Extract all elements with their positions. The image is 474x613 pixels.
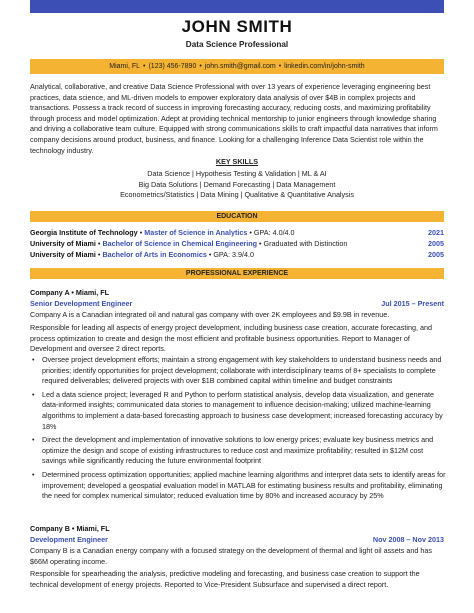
job-position: Senior Development Engineer	[30, 299, 133, 308]
professional-summary: Analytical, collaborative, and creative Data Science Professional with over 13 years of experience leveraging engineering best practices, data science, and ML-driven models to empower exploratory data analysis of over $4B in complex projects and transactions. Possess a track record of success in improving forecasting accuracy, reducing costs, and maximizing profitability through process and model optimization. Adept at providing technical mentorship to junior engineers through knowledge sharing and driving a collaborative team culture. Equipped with strong communications skills to craft impactful data narratives that inform company decisions around product, business, and finance. Looking for a challenging Inference Data Scientist role within the technology industry.	[30, 82, 438, 155]
education-heading: EDUCATION	[30, 211, 444, 222]
education-extra: • Graduated with Distinction	[259, 239, 348, 248]
education-year: 2005	[428, 239, 444, 248]
contact-separator: •	[143, 63, 146, 70]
achievement-item: • Direct the development and implementation of innovative solutions to low energy prices; evaluate key business metrics and optimize the design and scope of existing infrastructures to reduce cost and maximize profitability; resulted in $12M cost savings while significantly reducing the future environmental footprint	[30, 435, 446, 467]
education-degree: Bachelor of Arts in Economics	[102, 250, 207, 259]
contact-phone: (123) 456-7890	[148, 63, 197, 70]
job-title-line	[30, 299, 444, 308]
contact-location: Miami, FL	[109, 63, 141, 70]
contact-linkedin[interactable]: linkedin.com/in/john-smith	[284, 63, 365, 70]
skills-line: Econometrics/Statistics | Data Mining | Qualitative & Quantitative Analysis	[120, 190, 354, 200]
achievement-item: • Oversee project development efforts; maintain a strong engagement with key stakeholders to understand business needs and priorities; identify opportunities for project development; collaborate with interdisciplinary teams of 8+ specialists to complete required deliverables; delivered projects with over $1B combined capital within timeline and budget constraints	[30, 355, 446, 387]
skills-line: Big Data Solutions | Demand Forecasting | Data Management	[138, 179, 336, 189]
education-extra: • GPA: 4.0/4.0	[249, 228, 295, 237]
job-responsibility: Responsible for spearheading the analysis, predictive modeling and forecasting, and business case creation to support the technical development of energy projects. Reported to Vice-President Subsurface and supervised a direct report.	[30, 569, 420, 589]
education-year: 2005	[428, 250, 444, 259]
job-responsibility: Responsible for leading all aspects of energy project development, including business case creation, accurate forecasting, and process optimization to create and design the most efficient and profitable business opportunities. Report to Manager of Development and oversee 2 direct reports.	[30, 323, 432, 354]
education-extra: • GPA: 3.9/4.0	[208, 250, 254, 259]
job-company-description: Company A is a Canadian integrated oil and natural gas company with over 2K employees and $9.9B in revenue.	[30, 310, 390, 319]
header-accent-bar	[30, 0, 444, 13]
experience-heading: PROFESSIONAL EXPERIENCE	[30, 268, 444, 279]
contact-bar	[30, 59, 444, 74]
achievement-item: • Led a data science project; leveraged R and Python to perform statistical analysis, develop data visualization, and generate data-informed insights; communicated data stories to management to influence decision-making; utilized machine-learning algorithms to implement a data-based forecasting approach to business case development; increased forecasting accuracy by 18%	[30, 390, 446, 432]
job-dates: Nov 2008 – Nov 2013	[372, 535, 444, 544]
education-degree: Bachelor of Science in Chemical Engineering	[102, 239, 258, 248]
contact-email[interactable]: john.smith@gmail.com	[204, 63, 276, 70]
candidate-name: JOHN SMITH	[181, 17, 293, 36]
contact-separator: •	[278, 63, 282, 70]
job-title-line	[30, 535, 444, 544]
education-row	[30, 228, 444, 238]
achievement-item: • Determined process optimization opportunities; applied machine learning algorithms and interpret data sets to identify areas for improvement; developed a geospatial evaluation model in MATLAB for estimating business results and profitability, eliminating the need for complex numerical simulator; reduced evaluation time by 80% and increased accuracy by 25%	[30, 470, 446, 502]
skills-heading: KEY SKILLS	[215, 157, 259, 166]
education-bullet: •	[97, 239, 101, 248]
education-row	[30, 239, 444, 249]
education-bullet: •	[139, 228, 143, 237]
education-school: University of Miami	[30, 239, 96, 248]
education-degree: Master of Science in Analytics	[144, 228, 248, 237]
job-company: Company B • Miami, FL	[30, 524, 110, 533]
education-year: 2021	[428, 228, 444, 237]
job-company: Company A • Miami, FL	[30, 288, 110, 297]
job-dates: Jul 2015 – Present	[381, 299, 444, 308]
education-row	[30, 250, 444, 260]
education-school: Georgia Institute of Technology	[30, 228, 138, 237]
education-school: University of Miami	[30, 250, 96, 259]
education-bullet: •	[97, 250, 101, 259]
skills-list	[0, 169, 474, 201]
skills-line: Data Science | Hypothesis Testing & Validation | ML & AI	[147, 169, 327, 178]
contact-separator: •	[199, 63, 202, 70]
job-position: Development Engineer	[30, 535, 108, 544]
candidate-role: Data Science Professional	[185, 40, 289, 49]
job-company-description: Company B is a Canadian energy company with a focused strategy on the development of thermal and light oil assets and has $66M operating income.	[30, 546, 432, 566]
job-achievements	[30, 355, 446, 502]
